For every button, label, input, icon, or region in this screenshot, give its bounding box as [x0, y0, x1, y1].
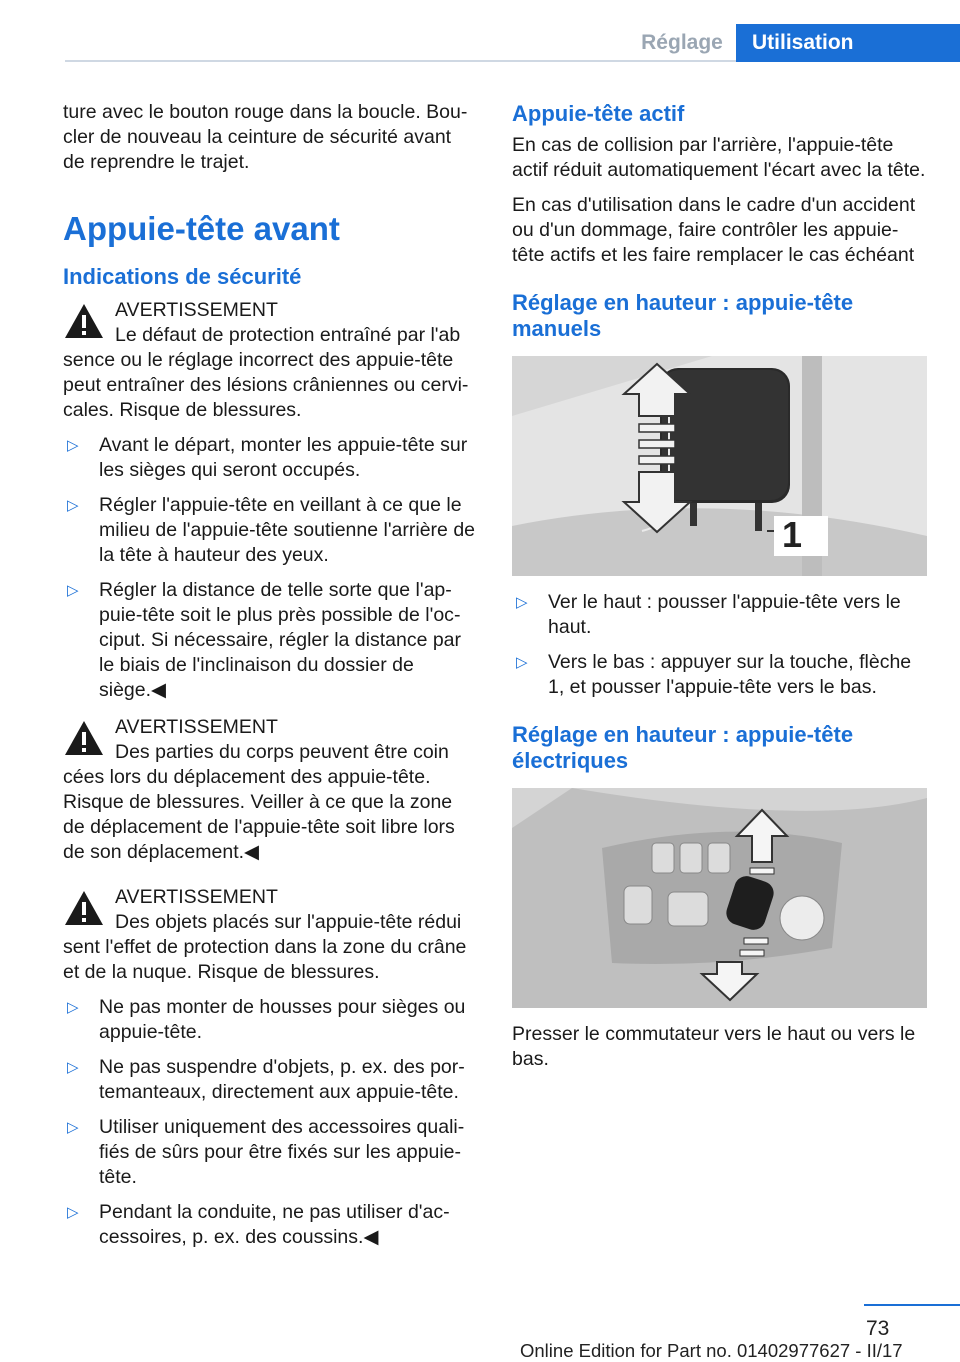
warning-block-1 [63, 298, 478, 323]
list-item-text: Utiliser uniquement des accessoires qualifiés de sûrs pour être fixés sur les appuie-tête. [99, 1116, 465, 1188]
triangle-bullet-icon: ▷ [67, 1059, 79, 1076]
warning-text-rest: sence ou le réglage incorrect des appuie-tête peut entraîner des lésions crâniennes ou cervicales. Risque de blessures. [63, 349, 469, 421]
triangle-bullet-icon: ▷ [516, 654, 528, 671]
warning-text-first: Le défaut de protection entraîné par l'ab [115, 324, 461, 346]
warning-text-rest: cées lors du déplacement des appuie-tête. Risque de blessures. Veiller à ce que la zone de déplacement de l'appuie-tête soit libre lors de son déplacement.◀ [63, 766, 455, 863]
list-item-text: Avant le départ, monter les appuie-tête sur les sièges qui seront occupés. [99, 434, 468, 481]
warning-label: AVERTISSEMENT [115, 716, 278, 738]
right-column [512, 100, 927, 1082]
list-item-text: Ver le haut : pousser l'appuie-tête vers le haut. [548, 591, 901, 638]
warning-text-first: Des objets placés sur l'appuie-tête rédui [115, 911, 462, 933]
active-paragraph-2: En cas d'utilisation dans le cadre d'un accident ou d'un dommage, faire contrôler les appuie-tête actifs et les faire remplacer le cas échéant [512, 194, 916, 266]
list-item [63, 578, 478, 703]
list-item-text: Ne pas monter de housses pour sièges ou appuie-tête. [99, 996, 466, 1043]
figure-callout-1: 1 [782, 514, 803, 555]
footer-rule [864, 1304, 960, 1306]
triangle-bullet-icon: ▷ [67, 1119, 79, 1136]
list-item [63, 1115, 478, 1190]
warning-text [63, 740, 478, 865]
warning-list [63, 995, 478, 1250]
warning-block-3 [63, 885, 478, 910]
edition-footer: Online Edition for Part no. 01402977627 - II/17 [520, 1340, 903, 1361]
list-item [512, 650, 927, 700]
manual-list [512, 590, 927, 700]
triangle-bullet-icon: ▷ [67, 497, 79, 514]
triangle-bullet-icon: ▷ [67, 582, 79, 599]
headrest-electric-figure [512, 788, 927, 1008]
intro-paragraph: ture avec le bouton rouge dans la boucle. Boucler de nouveau la ceinture de sécurité avant de reprendre le trajet. [63, 101, 468, 173]
headrest-illustration [512, 356, 927, 576]
warning-text [63, 323, 478, 423]
warning-list [63, 433, 478, 703]
section-title-manual: Réglage en hauteur : appuie-tête manuels [512, 290, 854, 341]
warning-label: AVERTISSEMENT [115, 886, 278, 908]
list-item-text: Ne pas suspendre d'objets, p. ex. des portemanteaux, directement aux appuie-tête. [99, 1056, 465, 1103]
active-paragraph-1: En cas de collision par l'arrière, l'appuie-tête actif réduit automatiquement l'écart avec la tête. [512, 134, 926, 181]
list-item [63, 1055, 478, 1105]
headrest-manual-figure [512, 356, 927, 576]
header-section-tab: Réglage [641, 31, 723, 54]
triangle-bullet-icon: ▷ [67, 999, 79, 1016]
list-item [512, 590, 927, 640]
list-item [63, 1200, 478, 1250]
warning-icon [63, 719, 105, 757]
electric-paragraph: Presser le commutateur vers le haut ou vers le bas. [512, 1023, 916, 1070]
header-active-tab: Utilisation [736, 24, 960, 62]
section-title-active: Appuie-tête actif [512, 101, 685, 126]
list-item [63, 493, 478, 568]
warning-icon [63, 302, 105, 340]
section-title-safety: Indications de sécurité [63, 264, 302, 289]
warning-block-2 [63, 715, 478, 740]
page-title: Appuie-tête avant [63, 210, 340, 247]
list-item [63, 995, 478, 1045]
section-title-electric: Réglage en hauteur : appuie-tête électriques [512, 722, 854, 773]
left-column [63, 100, 478, 1262]
list-item-text: Vers le bas : appuyer sur la touche, flèche 1, et pousser l'appuie-tête vers le bas. [548, 651, 912, 698]
triangle-bullet-icon: ▷ [67, 437, 79, 454]
page-number: 73 [866, 1317, 890, 1340]
warning-text-first: Des parties du corps peuvent être coin [115, 741, 449, 763]
warning-text-rest: sent l'effet de protection dans la zone du crâne et de la nuque. Risque de blessures. [63, 936, 467, 983]
warning-text [63, 910, 478, 985]
seat-switch-illustration [512, 788, 927, 1008]
warning-label: AVERTISSEMENT [115, 299, 278, 321]
list-item-text: Pendant la conduite, ne pas utiliser d'accessoires, p. ex. des coussins.◀ [99, 1201, 450, 1248]
triangle-bullet-icon: ▷ [516, 594, 528, 611]
warning-icon [63, 889, 105, 927]
list-item-text: Régler l'appuie-tête en veillant à ce que le milieu de l'appuie-tête soutienne l'arrière de la tête à hauteur des yeux. [99, 494, 476, 566]
triangle-bullet-icon: ▷ [67, 1204, 79, 1221]
list-item [63, 433, 478, 483]
list-item-text: Régler la distance de telle sorte que l'appuie-tête soit le plus près possible de l'occiput. Si nécessaire, régler la distance par le biais de l'inclinaison du dossier de siège.◀ [99, 579, 462, 701]
